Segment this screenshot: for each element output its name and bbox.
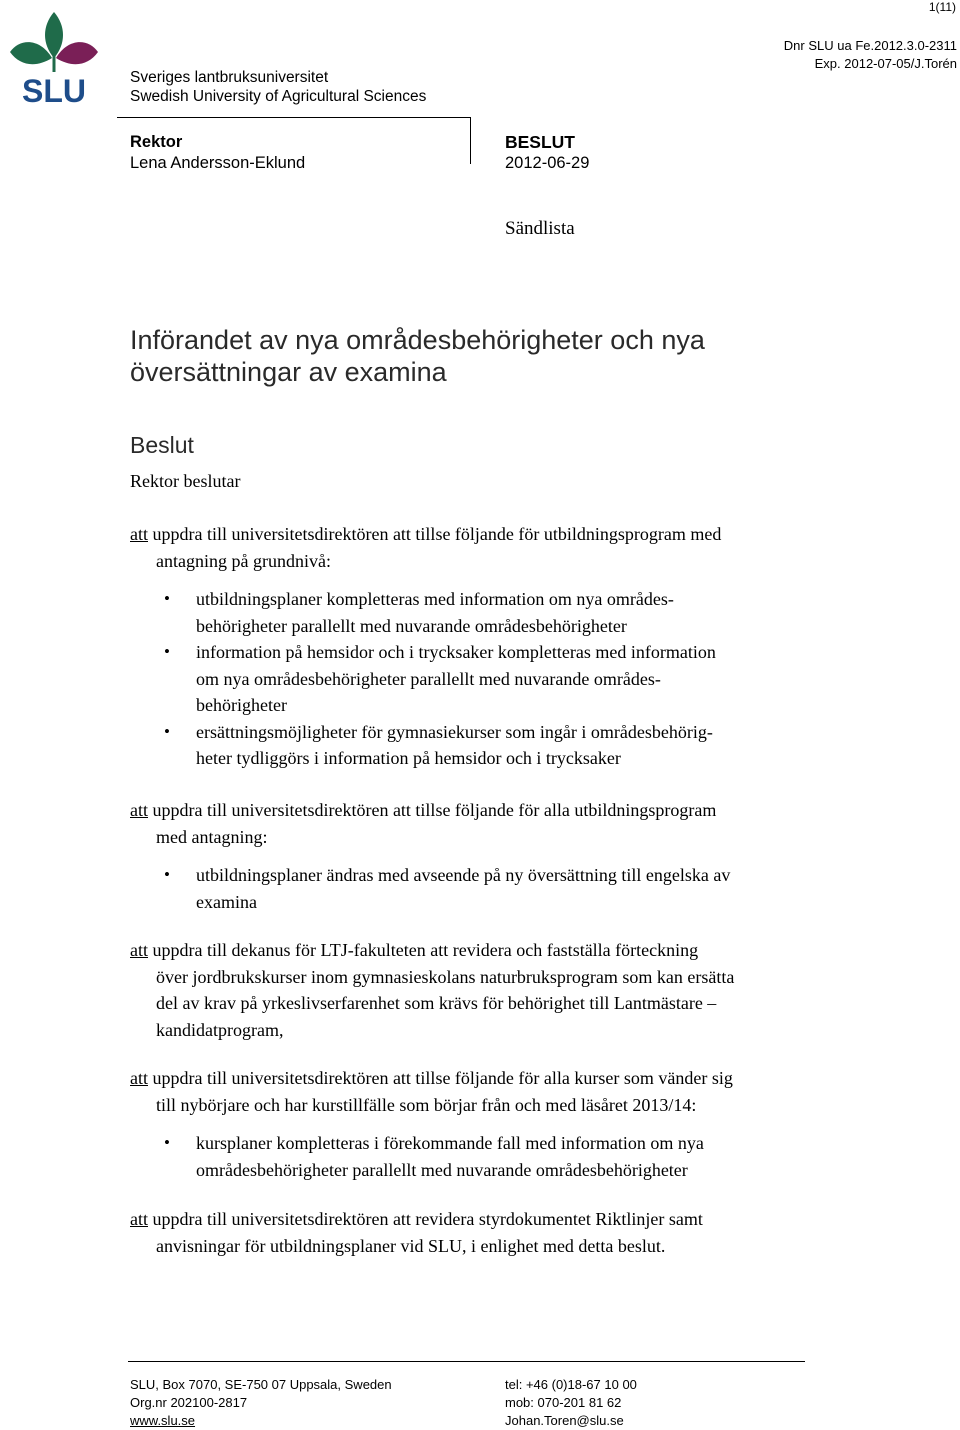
section-heading: Beslut — [130, 432, 194, 458]
att-keyword: att — [130, 800, 148, 820]
bullet-line: områdesbehörigheter parallellt med nuvarande områdesbehörigheter — [196, 1159, 688, 1180]
clause-text: uppdra till dekanus för LTJ-fakulteten att revidera och fastställa förteckning — [148, 940, 699, 960]
bullet-line: behörigheter parallellt med nuvarande områdesbehörigheter — [196, 615, 627, 636]
logo-leaf-right — [56, 42, 98, 64]
bullet-list — [130, 862, 820, 915]
list-item — [130, 586, 820, 639]
header-divider-vertical — [470, 117, 471, 164]
bullet-icon: • — [164, 642, 170, 661]
bullet-icon: • — [164, 589, 170, 608]
section-subheading: Rektor beslutar — [130, 471, 241, 491]
bullet-line: information på hemsidor och i trycksaker kompletteras med information — [196, 642, 716, 662]
page-number: 1(11) — [928, 0, 956, 14]
reference-exp: Exp. 2012-07-05/J.Torén — [814, 56, 957, 71]
att-keyword: att — [130, 1209, 148, 1229]
bullet-line: kursplaner kompletteras i förekommande fall med information om nya — [196, 1133, 704, 1153]
list-item — [130, 862, 820, 915]
att-keyword: att — [130, 940, 148, 960]
decision-clause-4 — [130, 1065, 820, 1183]
bullet-icon: • — [164, 1133, 170, 1152]
university-name-en: Swedish University of Agricultural Sciences — [130, 88, 427, 105]
clause-continuation: till nybörjare och har kurstillfälle som börjar från och med läsåret 2013/14: — [156, 1094, 697, 1115]
reference-dnr: Dnr SLU ua Fe.2012.3.0-2311 — [783, 38, 957, 53]
bullet-list — [130, 586, 820, 772]
title-line: Införandet av nya områdesbehörigheter och nya — [130, 325, 705, 355]
list-item — [130, 639, 820, 719]
clause-text: uppdra till universitetsdirektören att tillse följande för utbildningsprogram med — [148, 524, 722, 544]
bullet-line: utbildningsplaner kompletteras med information om nya områdes- — [196, 589, 674, 609]
slu-logo — [6, 8, 102, 108]
decision-clause-5 — [130, 1206, 820, 1259]
clause-first-line — [130, 521, 820, 548]
footer-email-link[interactable]: Johan.Toren@slu.se — [505, 1413, 624, 1428]
att-keyword: att — [130, 1068, 148, 1088]
reference-block — [784, 37, 957, 73]
clause-continuation: med antagning: — [156, 826, 268, 847]
decision-clause-2 — [130, 797, 820, 915]
title-line: översättningar av examina — [130, 357, 447, 387]
footer-address: SLU, Box 7070, SE-750 07 Uppsala, Sweden — [130, 1377, 392, 1392]
logo-mark-text: SLU — [22, 73, 86, 108]
clause-first-line — [130, 1206, 820, 1233]
university-name — [130, 68, 426, 106]
clause-continuation: anvisningar för utbildningsplaner vid SLU, i enlighet med detta beslut. — [156, 1235, 666, 1256]
decision-clause-1 — [130, 521, 820, 772]
bullet-line: ersättningsmöjligheter för gymnasiekurser som ingår i områdesbehörig- — [196, 721, 713, 742]
document-date: 2012-06-29 — [505, 154, 590, 172]
footer-org-nr: Org.nr 202100-2817 — [130, 1395, 248, 1410]
decision-clause-3 — [130, 937, 820, 1043]
sender-block — [130, 132, 305, 174]
footer-mobile: mob: 070-201 81 62 — [505, 1395, 622, 1410]
list-item — [130, 719, 820, 772]
bullet-icon: • — [164, 865, 170, 884]
footer-address-block — [130, 1376, 392, 1430]
list-item — [130, 1130, 820, 1183]
bullet-list — [130, 1130, 820, 1183]
clause-text: uppdra till universitetsdirektören att tillse följande för alla utbildningsprogram — [148, 800, 717, 820]
bullet-icon: • — [164, 721, 170, 741]
sender-name: Lena Andersson-Eklund — [130, 154, 306, 172]
document-type: BESLUT — [505, 132, 575, 152]
bullet-line: utbildningsplaner ändras med avseende på ny översättning till engelska av — [196, 865, 731, 885]
footer-phone: tel: +46 (0)18-67 10 00 — [505, 1377, 637, 1392]
document-title — [130, 324, 830, 388]
clause-first-line — [130, 797, 820, 824]
sender-role: Rektor — [130, 133, 183, 151]
bullet-line: behörigheter — [196, 695, 287, 715]
clause-text: uppdra till universitetsdirektören att tillse följande för alla kurser som vänder sig — [148, 1068, 733, 1088]
clause-first-line — [130, 1065, 820, 1092]
clause-continuation: över jordbrukskurser inom gymnasieskolans naturbruksprogram som kan ersätta — [156, 966, 735, 987]
footer-contact-block — [505, 1376, 637, 1430]
clause-text: uppdra till universitetsdirektören att revidera styrdokumentet Riktlinjer samt — [148, 1209, 703, 1229]
footer-divider — [128, 1361, 805, 1362]
clause-continuation: del av krav på yrkeslivserfarenhet som krävs för behörighet till Lantmästare – — [156, 993, 717, 1013]
bullet-line: heter tydliggörs i information på hemsidor och i trycksaker — [196, 748, 621, 768]
clause-continuation: antagning på grundnivå: — [156, 550, 331, 571]
clause-continuation: kandidatprogram, — [156, 1019, 284, 1040]
att-keyword: att — [130, 524, 148, 544]
logo-leaf-left — [10, 42, 52, 64]
document-meta — [505, 132, 589, 174]
university-name-sv: Sveriges lantbruksuniversitet — [130, 69, 329, 86]
logo-leaf-top — [45, 12, 63, 58]
distribution-list: Sändlista — [505, 218, 575, 239]
bullet-line: om nya områdesbehörigheter parallellt med nuvarande områdes- — [196, 668, 661, 689]
footer-website-link[interactable]: www.slu.se — [130, 1413, 196, 1428]
header-divider-horizontal — [117, 117, 471, 118]
bullet-line: examina — [196, 891, 257, 912]
clause-first-line — [130, 937, 820, 964]
